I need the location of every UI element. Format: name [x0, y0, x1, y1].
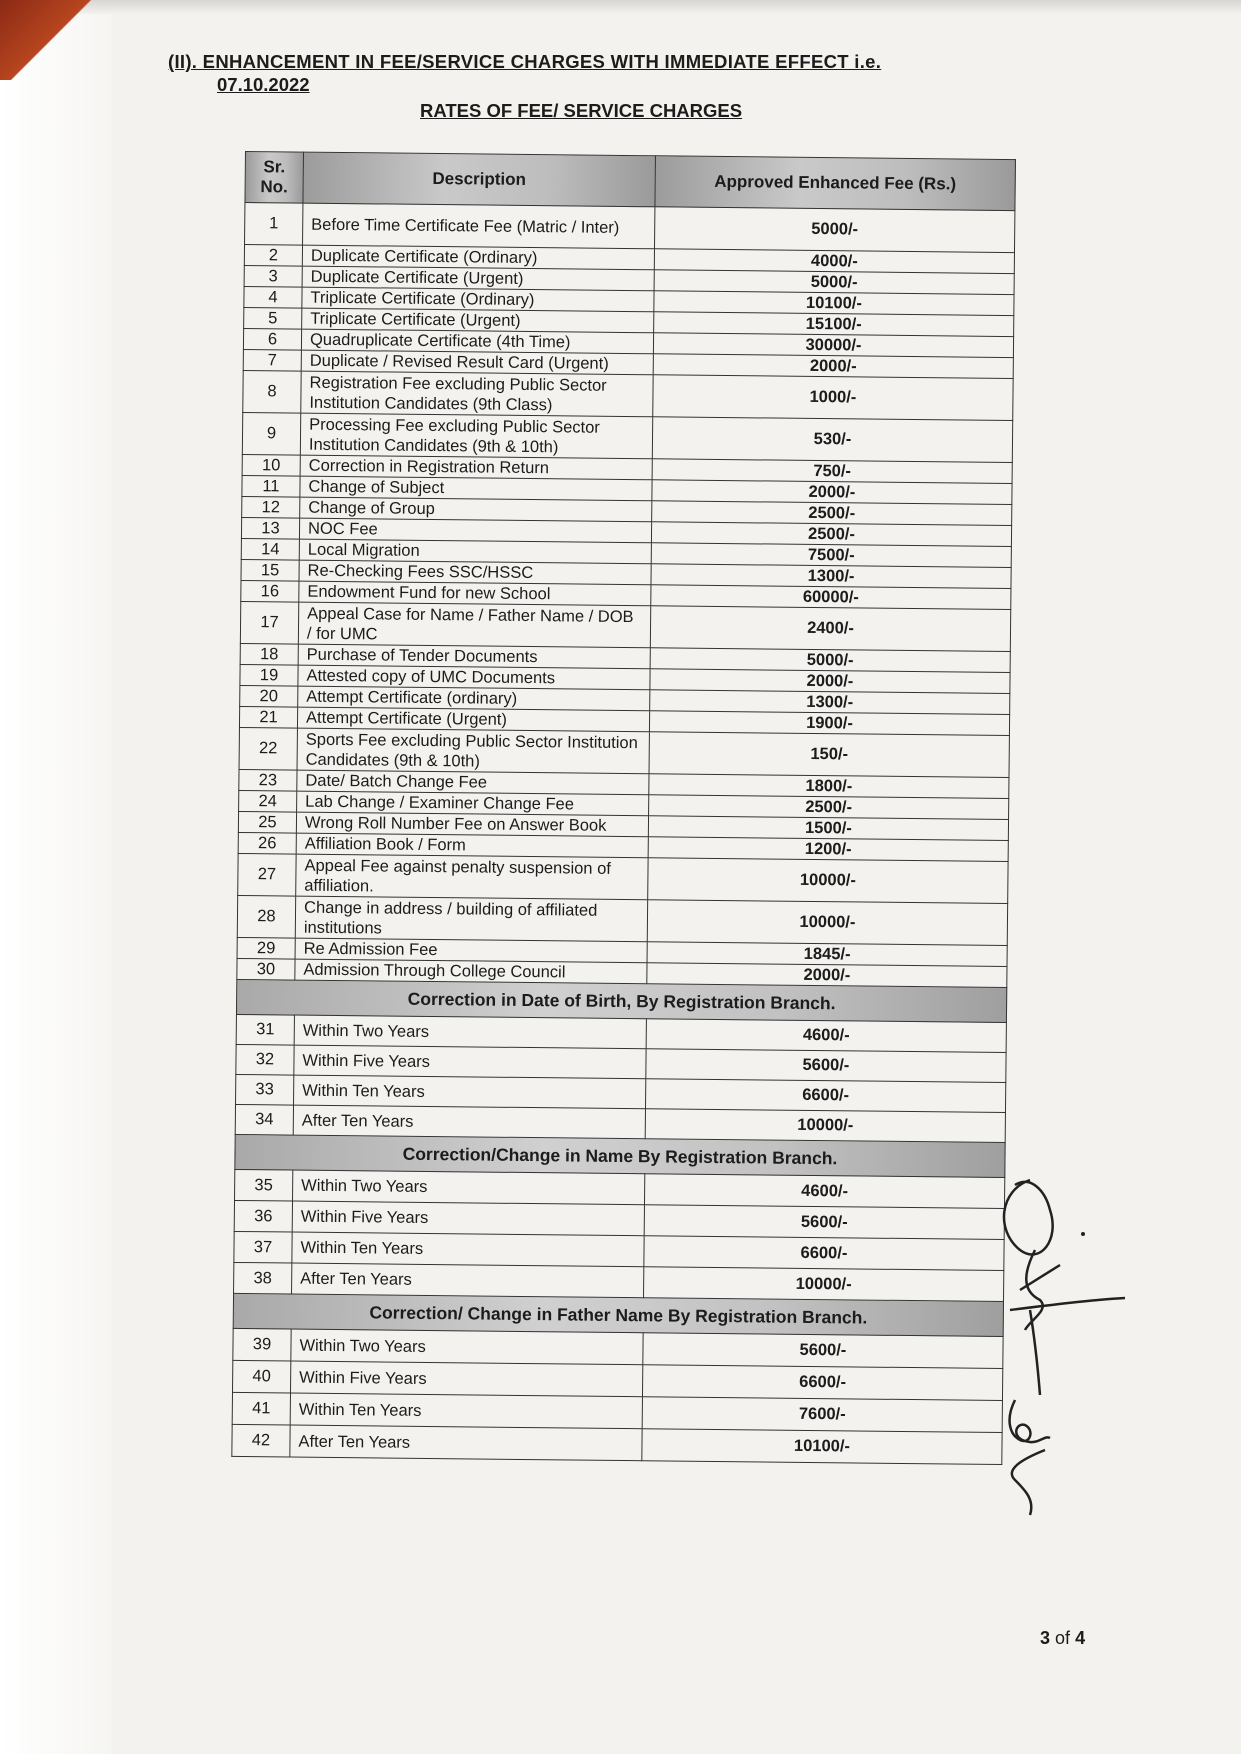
row-fee: 1900/- [649, 711, 1009, 736]
row-fee: 5600/- [646, 1049, 1006, 1083]
row-sr-no: 22 [239, 727, 297, 770]
row-fee: 7600/- [642, 1397, 1002, 1433]
page-current: 3 [1040, 1628, 1051, 1648]
row-fee: 4000/- [654, 249, 1014, 274]
row-description: Within Five Years [290, 1361, 642, 1397]
row-sr-no: 16 [241, 580, 299, 602]
table-title: RATES OF FEE/ SERVICE CHARGES [420, 100, 743, 121]
row-fee: 7500/- [651, 543, 1011, 568]
row-description: Within Ten Years [290, 1393, 642, 1429]
row-sr-no: 14 [241, 538, 299, 560]
row-description: Registration Fee excluding Public Sector Institution Candidates (9th Class) [301, 371, 653, 417]
header-fee: Approved Enhanced Fee (Rs.) [655, 156, 1016, 211]
row-sr-no: 11 [242, 475, 300, 497]
row-fee: 10100/- [654, 291, 1014, 316]
row-fee: 10100/- [642, 1429, 1002, 1465]
general-fee-rows [237, 203, 1015, 988]
row-description: Affiliation Book / Form [296, 833, 648, 858]
row-sr-no: 28 [237, 895, 295, 938]
row-sr-no: 3 [244, 265, 302, 287]
row-fee: 1000/- [653, 375, 1013, 421]
row-fee: 6600/- [645, 1079, 1005, 1113]
row-sr-no: 17 [240, 601, 298, 644]
row-description: Within Ten Years [292, 1232, 644, 1267]
row-description: Within Two Years [291, 1329, 643, 1365]
row-fee: 2000/- [652, 480, 1012, 505]
page-margin [0, 0, 112, 1754]
row-description: Change in address / building of affiliated institutions [295, 896, 647, 942]
row-description: Admission Through College Council [295, 959, 647, 984]
row-description: Before Time Certificate Fee (Matric / Inter) [303, 203, 655, 249]
row-description: After Ten Years [292, 1263, 644, 1298]
row-fee: 1800/- [649, 774, 1009, 799]
row-description: Duplicate Certificate (Urgent) [302, 266, 654, 291]
fee-table [231, 151, 1016, 1465]
row-description: Re-Checking Fees SSC/HSSC [299, 560, 651, 585]
row-sr-no: 27 [238, 853, 296, 896]
row-description: Sports Fee excluding Public Sector Institution Candidates (9th & 10th) [297, 728, 649, 774]
section-name-title: Correction/Change in Name By Registration Branch. [235, 1134, 1005, 1177]
row-description: Within Five Years [292, 1201, 644, 1236]
row-sr-no: 41 [232, 1392, 290, 1425]
row-sr-no: 23 [239, 769, 297, 791]
page-total: 4 [1075, 1628, 1086, 1648]
initials [1000, 1390, 1070, 1530]
row-sr-no: 25 [238, 811, 296, 833]
row-fee: 6600/- [642, 1365, 1002, 1401]
row-description: Duplicate / Revised Result Card (Urgent) [301, 350, 653, 375]
signature [990, 1170, 1140, 1400]
row-fee: 4600/- [644, 1174, 1004, 1209]
row-fee: 60000/- [651, 585, 1011, 610]
row-sr-no: 34 [235, 1104, 293, 1135]
row-description: NOC Fee [299, 518, 651, 543]
page-top-shadow [0, 0, 1241, 14]
row-description: Re Admission Fee [295, 938, 647, 963]
row-description: Attested copy of UMC Documents [298, 665, 650, 690]
row-sr-no: 13 [241, 517, 299, 539]
row-sr-no: 20 [240, 685, 298, 707]
row-description: Date/ Batch Change Fee [297, 770, 649, 795]
row-sr-no: 21 [239, 706, 297, 728]
row-description: Triplicate Certificate (Urgent) [302, 308, 654, 333]
row-fee: 10000/- [644, 1267, 1004, 1302]
row-fee: 6600/- [644, 1236, 1004, 1271]
row-sr-no: 40 [232, 1360, 290, 1393]
row-fee: 2000/- [650, 669, 1010, 694]
table-row [232, 1424, 1002, 1464]
row-description: After Ten Years [290, 1425, 642, 1461]
row-sr-no: 39 [233, 1328, 291, 1361]
row-sr-no: 15 [241, 559, 299, 581]
row-description: Attempt Certificate (ordinary) [298, 686, 650, 711]
row-description: Wrong Roll Number Fee on Answer Book [296, 812, 648, 837]
row-sr-no: 26 [238, 832, 296, 854]
row-fee: 2000/- [653, 354, 1013, 379]
section-dob-title: Correction in Date of Birth, By Registration Branch. [236, 979, 1006, 1022]
row-fee: 1500/- [648, 816, 1008, 841]
row-description: Lab Change / Examiner Change Fee [297, 791, 649, 816]
row-description: Duplicate Certificate (Ordinary) [302, 245, 654, 270]
row-sr-no: 7 [243, 349, 301, 371]
effective-date: 07.10.2022 [217, 74, 310, 95]
row-sr-no: 30 [237, 958, 295, 980]
row-description: Endowment Fund for new School [299, 581, 651, 606]
row-description: Purchase of Tender Documents [298, 644, 650, 669]
row-description: Processing Fee excluding Public Sector Institution Candidates (9th & 10th) [300, 413, 652, 459]
row-description: Attempt Certificate (Urgent) [297, 707, 649, 732]
row-description: Appeal Fee against penalty suspension of affiliation. [296, 854, 648, 900]
row-description: Within Two Years [294, 1015, 646, 1049]
row-fee: 2400/- [650, 606, 1010, 652]
header-description: Description [303, 152, 656, 207]
row-description: Appeal Case for Name / Father Name / DOB / for UMC [298, 602, 650, 648]
row-description: Triplicate Certificate (Ordinary) [302, 287, 654, 312]
row-description: Change of Group [300, 497, 652, 522]
row-description: Local Migration [299, 539, 651, 564]
row-fee: 5600/- [643, 1333, 1003, 1369]
page-of-label: of [1055, 1628, 1071, 1648]
father-name-fee-rows [232, 1328, 1003, 1464]
row-sr-no: 10 [242, 454, 300, 476]
document-heading: (II). ENHANCEMENT IN FEE/SERVICE CHARGES WITH IMMEDIATE EFFECT i.e. [168, 51, 882, 72]
row-fee: 10000/- [647, 900, 1007, 946]
row-fee: 1300/- [650, 690, 1010, 715]
dob-fee-rows [235, 1014, 1006, 1142]
row-fee: 1845/- [647, 942, 1007, 967]
row-fee: 2000/- [647, 963, 1007, 988]
row-sr-no: 5 [244, 307, 302, 329]
section-father-name-title: Correction/ Change in Father Name By Registration Branch. [233, 1293, 1003, 1336]
row-fee: 5000/- [654, 270, 1014, 295]
row-fee: 530/- [652, 417, 1012, 463]
row-sr-no: 31 [236, 1014, 294, 1045]
row-sr-no: 24 [239, 790, 297, 812]
row-fee: 30000/- [653, 333, 1013, 358]
row-description: Change of Subject [300, 476, 652, 501]
row-sr-no: 42 [232, 1424, 290, 1457]
row-sr-no: 37 [234, 1231, 292, 1263]
row-description: Within Five Years [294, 1045, 646, 1079]
row-sr-no: 38 [234, 1262, 292, 1294]
row-fee: 4600/- [646, 1019, 1006, 1053]
row-sr-no: 19 [240, 664, 298, 686]
header-sr-no: Sr. No. [245, 152, 304, 204]
row-sr-no: 36 [234, 1200, 292, 1232]
row-fee: 15100/- [654, 312, 1014, 337]
row-fee: 1200/- [648, 837, 1008, 862]
row-sr-no: 32 [236, 1044, 294, 1075]
row-description: Correction in Registration Return [300, 455, 652, 480]
row-fee: 750/- [652, 459, 1012, 484]
row-sr-no: 6 [243, 328, 301, 350]
row-sr-no: 35 [235, 1169, 293, 1201]
row-fee: 5600/- [644, 1205, 1004, 1240]
row-sr-no: 8 [243, 370, 301, 413]
corner-binder [0, 0, 120, 80]
row-fee: 2500/- [651, 522, 1011, 547]
row-fee: 1300/- [651, 564, 1011, 589]
row-sr-no: 33 [236, 1074, 294, 1105]
row-sr-no: 18 [240, 643, 298, 665]
row-description: Quadruplicate Certificate (4th Time) [301, 329, 653, 354]
table-header-row [245, 152, 1015, 211]
row-fee: 5000/- [654, 207, 1014, 253]
row-description: Within Two Years [293, 1170, 645, 1205]
row-sr-no: 1 [245, 203, 303, 246]
row-fee: 2500/- [649, 795, 1009, 820]
row-fee: 10000/- [648, 858, 1008, 904]
row-fee: 10000/- [645, 1109, 1005, 1143]
row-sr-no: 2 [244, 245, 302, 267]
row-sr-no: 29 [237, 937, 295, 959]
row-sr-no: 9 [242, 412, 300, 455]
row-fee: 150/- [649, 732, 1009, 778]
page-number [1040, 1628, 1085, 1649]
row-sr-no: 4 [244, 286, 302, 308]
row-fee: 2500/- [652, 501, 1012, 526]
row-sr-no: 12 [242, 496, 300, 518]
row-fee: 5000/- [650, 648, 1010, 673]
name-fee-rows [234, 1169, 1005, 1301]
row-description: Within Ten Years [294, 1075, 646, 1109]
row-description: After Ten Years [293, 1105, 645, 1139]
